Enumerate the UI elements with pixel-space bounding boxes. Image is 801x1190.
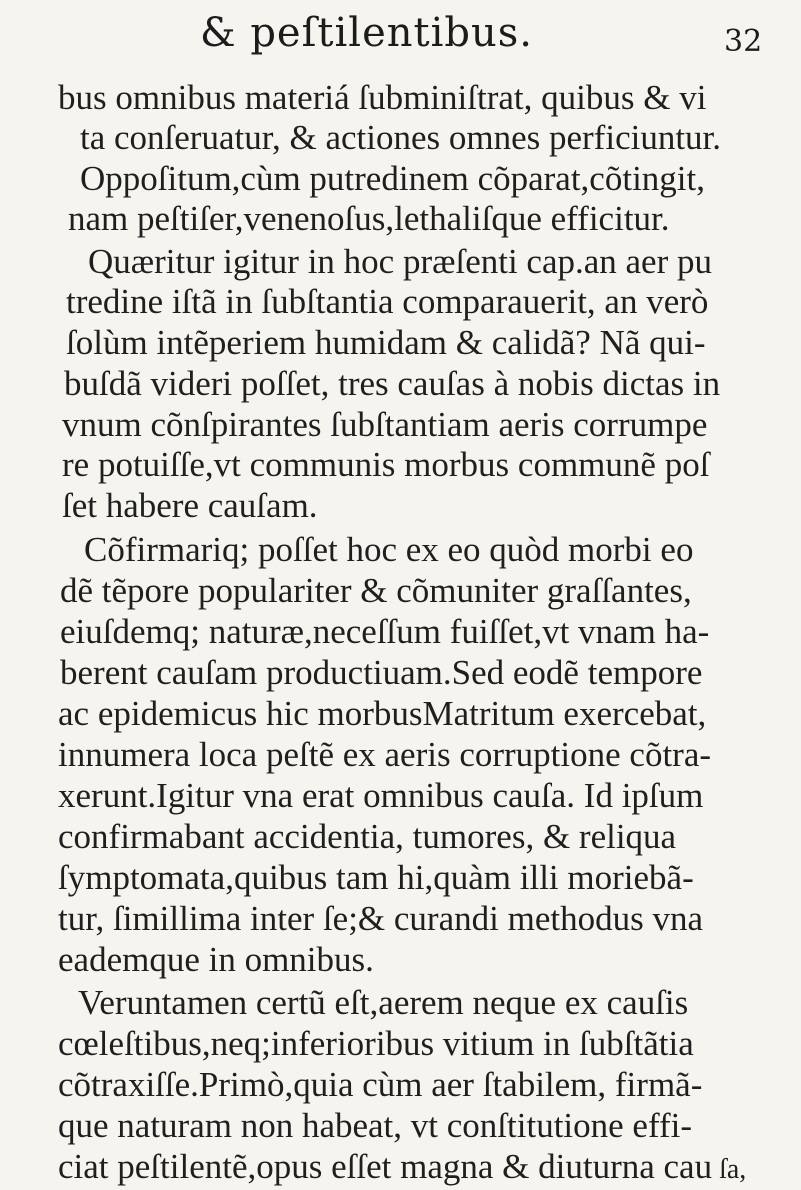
text-line: Veruntamen certũ eſt,aerem neque ex cauſis [78, 983, 689, 1022]
text-line: ciat peſtilentẽ,opus eſſet magna & diuturna cau ſa, [58, 1147, 747, 1186]
text-line: tur, ſimillima inter ſe;& curandi methodus vna [58, 899, 703, 938]
catchword: ſa, [712, 1154, 747, 1185]
text-line: buſdã videri poſſet, tres cauſas à nobis dictas in [64, 364, 721, 403]
text-line: vnum cõnſpirantes ſubſtantiam aeris corrumpe [62, 405, 708, 444]
page-header [0, 10, 801, 62]
text-line: Quæritur igitur in hoc præſenti cap.an aer pu [88, 242, 713, 281]
text-line: ſolùm intẽperiem humidam & calidã? Nã qui- [66, 323, 706, 362]
text-line: que naturam non habeat, vt conſtitutione effi- [58, 1106, 693, 1145]
text-line: cõtraxiſſe.Primò,quia cùm aer ſtabilem, firmã- [58, 1065, 703, 1104]
text-line: Oppoſitum,cùm putredinem cõparat,cõtingit, [80, 159, 705, 198]
running-title: & peſtilentibus. [200, 10, 533, 56]
text-line: ſymptomata,quibus tam hi,quàm illi moriebã- [58, 858, 694, 897]
text-line: berent cauſam productiuam.Sed eodẽ tempore [60, 653, 703, 692]
text-line: ta conſeruatur, & actiones omnes perficiuntur. [80, 118, 722, 157]
text-line: tredine iſtã in ſubſtantia comparauerit, an verò [66, 282, 709, 321]
text-line: bus omnibus materiá ſubminiſtrat, quibus & vi [58, 78, 707, 117]
text-line: eiuſdemq; naturæ,neceſſum fuiſſet,vt vnam ha- [60, 612, 710, 651]
text-line: ſet habere cauſam. [62, 486, 318, 525]
text-line: innumera loca peſtẽ ex aeris corruptione cõtra- [58, 735, 712, 774]
text-line: dẽ tẽpore populariter & cõmuniter graſſantes, [60, 571, 692, 610]
text-line: ac epidemicus hic morbusMatritum exercebat, [58, 694, 707, 733]
page-number: 32 [724, 24, 763, 59]
text-line: nam peſtiſer,venenoſus,lethaliſque efficitur. [68, 199, 670, 238]
text-line: Cõfirmariq; poſſet hoc ex eo quòd morbi eo [84, 530, 694, 569]
text-line: xerunt.Igitur vna erat omnibus cauſa. Id ipſum [58, 776, 704, 815]
text-line: cœleſtibus,neq;inferioribus vitium in ſubſtãtia [58, 1024, 694, 1063]
text-line: re potuiſſe,vt communis morbus communẽ poſ [62, 445, 710, 484]
text-line: confirmabant accidentia, tumores, & reliqua [58, 817, 677, 856]
text-line: eademque in omnibus. [58, 940, 374, 979]
